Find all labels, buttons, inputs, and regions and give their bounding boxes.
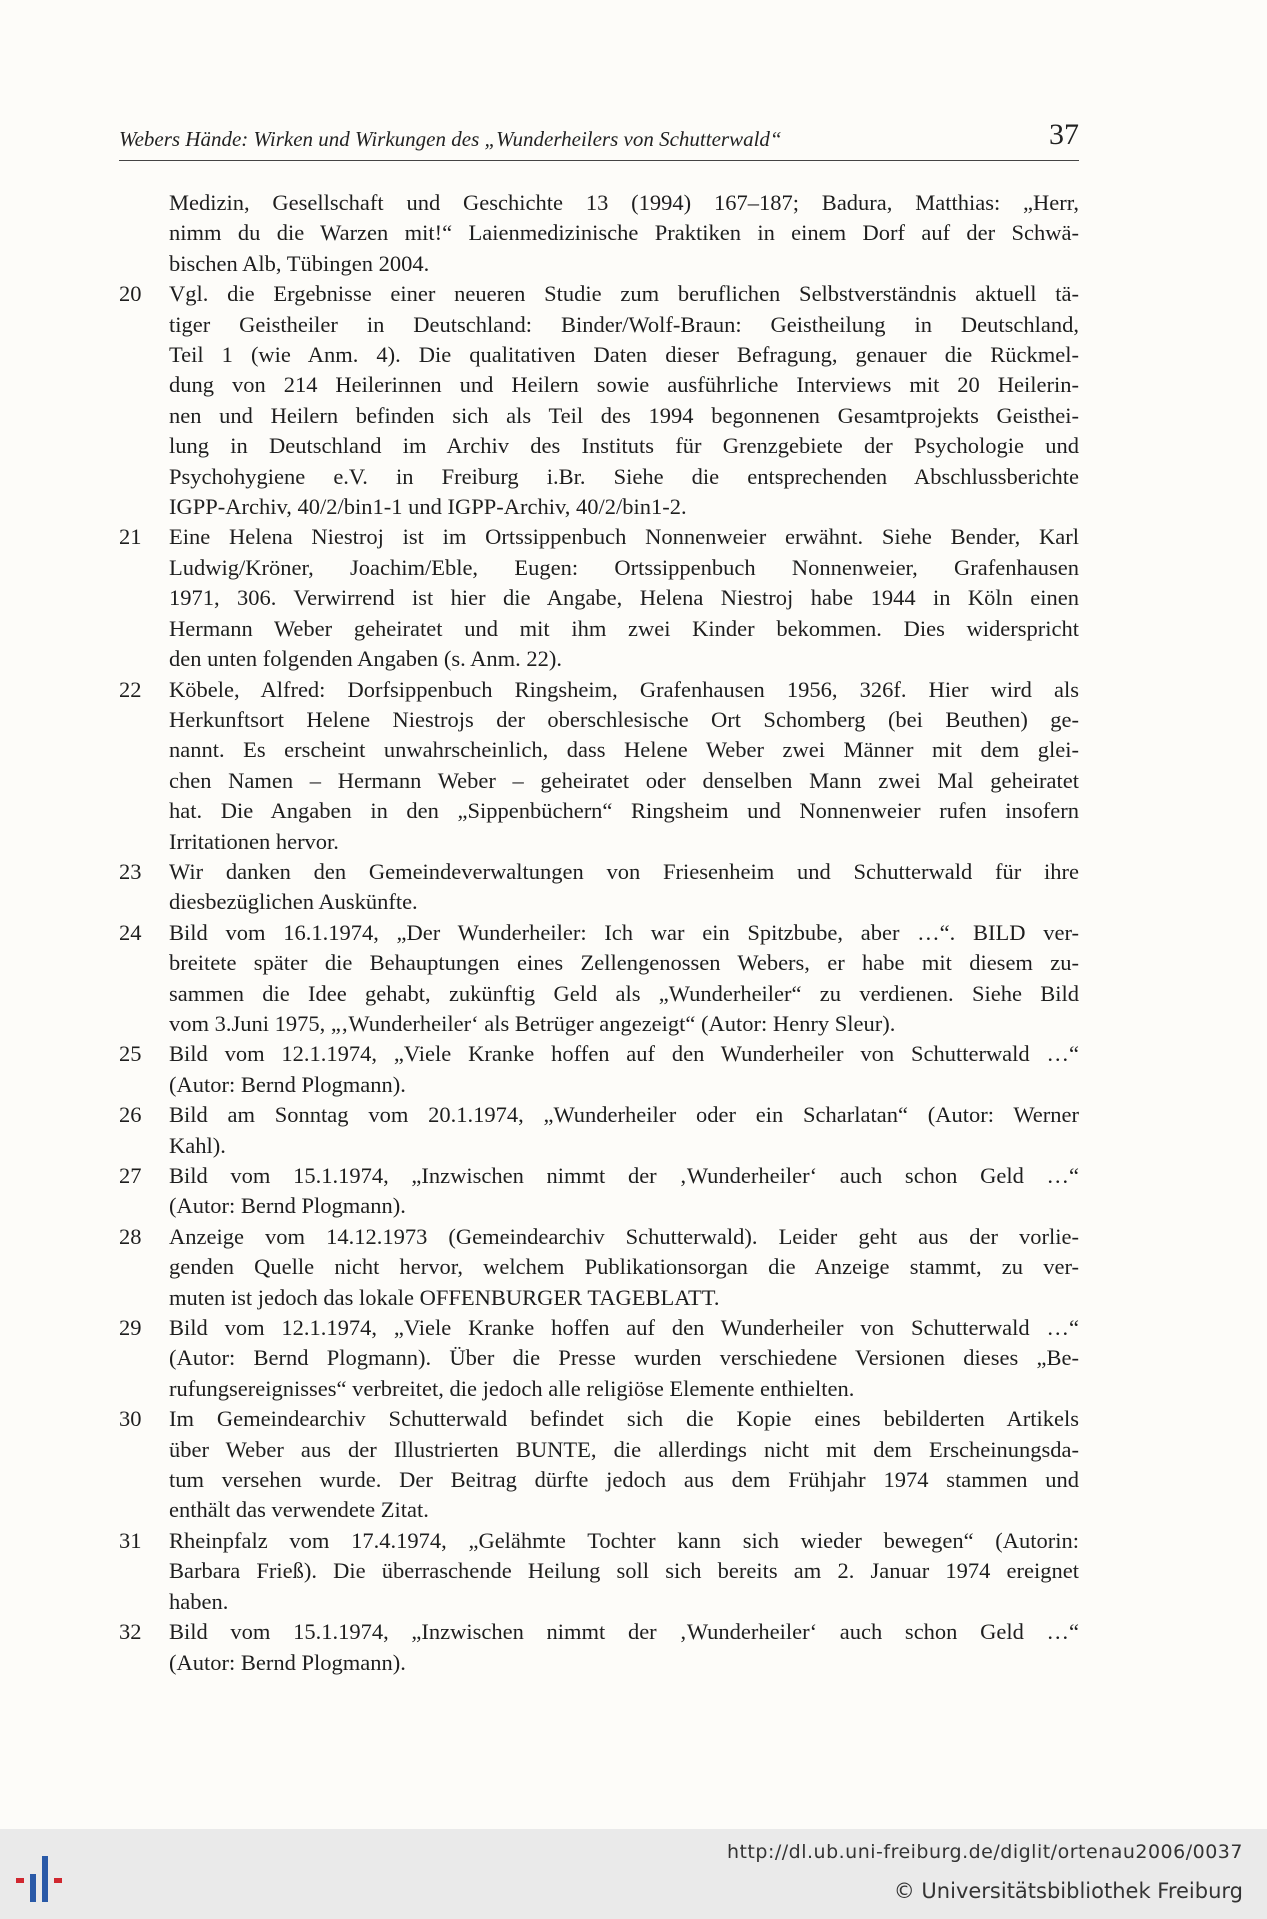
- ub-freiburg-logo-icon: [14, 1856, 84, 1906]
- footnote-31: [119, 1526, 1079, 1617]
- footnote-line: Vgl. die Ergebnisse einer neueren Studie zum beruflichen Selbstverständnis aktuell tä-: [169, 281, 1079, 307]
- footnote-line: sammen die Idee gehabt, zukünftig Geld als „Wunderheiler“ zu verdienen. Siehe Bild: [169, 980, 1079, 1006]
- footnote-number: 29: [119, 1315, 142, 1341]
- footnote-line: (Autor: Bernd Plogmann).: [169, 1193, 406, 1219]
- footnote-24: [119, 918, 1079, 1040]
- footnote-line: Bild vom 16.1.1974, „Der Wunderheiler: Ich war ein Spitzbube, aber …“. BILD ver-: [169, 919, 1079, 945]
- footnote-25: [119, 1039, 1079, 1100]
- footnote-27: [119, 1161, 1079, 1222]
- footnote-line: nen und Heilern befinden sich als Teil des 1994 begonnenen Gesamtprojekts Geisthei-: [169, 402, 1079, 428]
- footnote-line: hat. Die Angaben in den „Sippenbüchern“ Ringsheim und Nonnenweier rufen insofern: [169, 798, 1079, 824]
- footnote-line: genden Quelle nicht hervor, welchem Publikationsorgan die Anzeige stammt, zu ver-: [169, 1254, 1079, 1280]
- footnote-line: Herkunftsort Helene Niestrojs der oberschlesische Ort Schomberg (bei Beuthen) ge-: [169, 706, 1079, 732]
- footnote-29: [119, 1313, 1079, 1404]
- footnote-line: Rheinpfalz vom 17.4.1974, „Gelähmte Tochter kann sich wieder bewegen“ (Autorin:: [169, 1527, 1079, 1553]
- footnote-21: [119, 522, 1079, 674]
- footnote-line: Ludwig/Kröner, Joachim/Eble, Eugen: Ortssippenbuch Nonnenweier, Grafenhausen: [169, 554, 1079, 580]
- footnote-line: rufungsereignisses“ verbreitet, die jedoch alle religiöse Elemente enthielten.: [169, 1375, 855, 1401]
- copyright-notice: © Universitätsbibliothek Freiburg: [893, 1879, 1243, 1903]
- footnote-line: den unten folgenden Angaben (s. Anm. 22).: [169, 646, 563, 672]
- footnote-number: 22: [119, 676, 142, 702]
- footnote-line: muten ist jedoch das lokale OFFENBURGER TAGEBLATT.: [169, 1284, 720, 1310]
- footnote-line: dung von 214 Heilerinnen und Heilern sowie ausführliche Interviews mit 20 Heilerin-: [169, 372, 1079, 398]
- footnote-line: nimm du die Warzen mit!“ Laienmedizinische Praktiken in einem Dorf auf der Schwä-: [169, 220, 1079, 246]
- footnote-number: 26: [119, 1102, 142, 1128]
- digital-library-footer: [0, 1829, 1267, 1919]
- footnote-line: Medizin, Gesellschaft und Geschichte 13 (1994) 167–187; Badura, Matthias: „Herr,: [169, 190, 1079, 215]
- footnote-line: Bild am Sonntag vom 20.1.1974, „Wunderheiler oder ein Scharlatan“ (Autor: Werner: [169, 1102, 1079, 1128]
- footnote-line: Anzeige vom 14.12.1973 (Gemeindearchiv Schutterwald). Leider geht aus der vorlie-: [169, 1223, 1079, 1249]
- footnote-line: (Autor: Bernd Plogmann).: [169, 1071, 406, 1097]
- footnote-line: Hermann Weber geheiratet und mit ihm zwei Kinder bekommen. Dies widerspricht: [169, 615, 1079, 641]
- footnote-number: 27: [119, 1163, 142, 1188]
- footnote-line: breitete später die Behauptungen eines Zellengenossen Webers, er habe mit diesem zu-: [169, 950, 1079, 976]
- footnote-line: Kahl).: [169, 1132, 226, 1158]
- footnote-number: 20: [119, 281, 142, 307]
- footnote-30: [119, 1404, 1079, 1526]
- footnote-line: IGPP-Archiv, 40/2/bin1-1 und IGPP-Archiv, 40/2/bin1-2.: [169, 494, 687, 520]
- footnote-number: 30: [119, 1406, 142, 1432]
- footnote-line: enthält das verwendete Zitat.: [169, 1497, 429, 1523]
- footnote-line: Bild vom 15.1.1974, „Inzwischen nimmt der ‚Wunderheiler‘ auch schon Geld …“: [169, 1163, 1079, 1188]
- footnote-line: über Weber aus der Illustrierten BUNTE, die allerdings nicht mit dem Erscheinungsda-: [169, 1436, 1079, 1462]
- footnote-line: 1971, 306. Verwirrend ist hier die Angabe, Helena Niestroj habe 1944 in Köln einen: [169, 585, 1079, 611]
- footnote-line: Psychohygiene e.V. in Freiburg i.Br. Siehe die entsprechenden Abschlussberichte: [169, 463, 1079, 489]
- footnote-line: chen Namen – Hermann Weber – geheiratet oder denselben Mann zwei Mal geheiratet: [169, 767, 1079, 793]
- footnote-number: 31: [119, 1527, 142, 1553]
- footnote-line: Teil 1 (wie Anm. 4). Die qualitativen Daten dieser Befragung, genauer die Rückmel-: [169, 342, 1079, 368]
- footnote-line: bischen Alb, Tübingen 2004.: [169, 250, 430, 276]
- running-title: Webers Hände: Wirken und Wirkungen des „Wunderheilers von Schutterwald“: [119, 127, 782, 151]
- footnote-22: [119, 675, 1079, 857]
- footnote-26: [119, 1100, 1079, 1161]
- footnote-line: Bild vom 12.1.1974, „Viele Kranke hoffen auf den Wunderheiler von Schutterwald …“: [169, 1041, 1079, 1067]
- footnote-line: haben.: [169, 1588, 229, 1614]
- footnote-line: Irritationen hervor.: [169, 828, 339, 854]
- source-url-link[interactable]: http://dl.ub.uni-freiburg.de/diglit/ortenau2006/0037: [726, 1841, 1243, 1863]
- footnote-28: [119, 1222, 1079, 1313]
- footnote-number: 32: [119, 1619, 142, 1645]
- footnote-number: 25: [119, 1041, 142, 1067]
- footnote-number: 23: [119, 858, 142, 884]
- footnotes: [119, 188, 1079, 1678]
- footnote-number: 28: [119, 1223, 142, 1249]
- footnote-23: [119, 857, 1079, 918]
- footnote-32: [119, 1617, 1079, 1678]
- running-header: [119, 118, 1079, 161]
- footnote-continuation: [119, 188, 1079, 279]
- page-number: 37: [1049, 118, 1079, 151]
- footnote-line: vom 3.Juni 1975, „‚Wunderheiler‘ als Betrüger angezeigt“ (Autor: Henry Sleur).: [169, 1010, 896, 1036]
- footnote-number: 21: [119, 524, 142, 550]
- footnote-line: lung in Deutschland im Archiv des Instituts für Grenzgebiete der Psychologie und: [169, 433, 1079, 459]
- footnote-line: Im Gemeindearchiv Schutterwald befindet sich die Kopie eines bebilderten Artikels: [169, 1406, 1079, 1432]
- footnote-line: (Autor: Bernd Plogmann).: [169, 1649, 406, 1675]
- footnote-line: diesbezüglichen Auskünfte.: [169, 889, 418, 915]
- footnote-line: nannt. Es erscheint unwahrscheinlich, dass Helene Weber zwei Männer mit dem glei-: [169, 737, 1079, 763]
- footnote-line: tiger Geistheiler in Deutschland: Binder/Wolf-Braun: Geistheilung in Deutschland,: [169, 311, 1079, 337]
- footnote-line: tum versehen wurde. Der Beitrag dürfte jedoch aus dem Frühjahr 1974 stammen und: [169, 1467, 1079, 1493]
- footnote-20: [119, 279, 1079, 522]
- footnote-line: Barbara Frieß). Die überraschende Heilung soll sich bereits am 2. Januar 1974 ereignet: [169, 1558, 1079, 1584]
- footnote-line: Eine Helena Niestroj ist im Ortssippenbuch Nonnenweier erwähnt. Siehe Bender, Karl: [169, 524, 1079, 550]
- footnote-number: 24: [119, 919, 142, 945]
- footnote-line: Bild vom 12.1.1974, „Viele Kranke hoffen auf den Wunderheiler von Schutterwald …“: [169, 1315, 1079, 1341]
- footnote-line: (Autor: Bernd Plogmann). Über die Presse wurden verschiedene Versionen dieses „Be-: [169, 1345, 1079, 1371]
- footnote-line: Wir danken den Gemeindeverwaltungen von Friesenheim und Schutterwald für ihre: [169, 858, 1079, 884]
- footnote-line: Köbele, Alfred: Dorfsippenbuch Ringsheim, Grafenhausen 1956, 326f. Hier wird als: [169, 676, 1079, 702]
- footnote-line: Bild vom 15.1.1974, „Inzwischen nimmt der ‚Wunderheiler‘ auch schon Geld …“: [169, 1619, 1079, 1645]
